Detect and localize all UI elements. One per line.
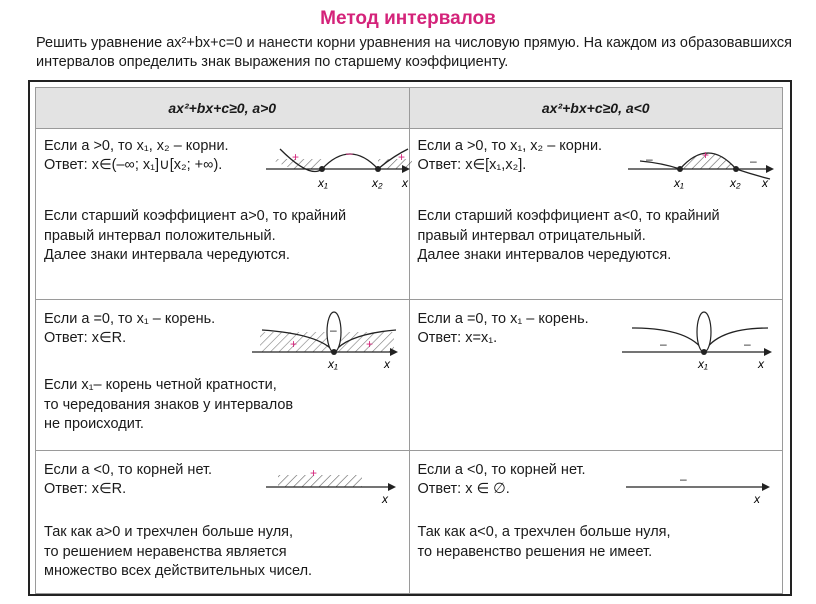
cell-line1: Если a <0, то корней нет.: [417, 462, 586, 478]
cell-body-line: то чередования знаков у интервалов: [44, 396, 294, 413]
root-label: x₁: [318, 176, 328, 190]
cell-body-line: правый интервал отрицательный.: [417, 227, 646, 244]
table-row: [36, 129, 783, 300]
parabola-up-diagram: [262, 141, 410, 191]
cell-line2: Ответ: x=x₁.: [417, 330, 498, 346]
cell-body-line: не происходит.: [44, 416, 144, 432]
root-label: x₁: [673, 176, 684, 190]
cell-line2: Ответ: x∈R.: [44, 330, 127, 346]
axis-label: x: [382, 492, 388, 506]
sign-left: +: [290, 337, 298, 351]
cell-no-roots-positive: [36, 451, 410, 594]
cell-two-roots-positive: [36, 129, 410, 300]
cell-body-line: Если старший коэффициент a>0, то крайний: [44, 208, 347, 224]
root-label: x₁: [697, 357, 708, 371]
sign-mid: –: [330, 323, 337, 337]
page-title: Метод интервалов: [320, 8, 496, 29]
sign-left: –: [645, 152, 653, 166]
method-table-frame: [28, 80, 792, 596]
cell-line1: Если a =0, то x₁ – корень.: [44, 311, 216, 327]
sign-left: +: [292, 150, 300, 164]
intro-text: Решить уравнение ax²+bx+c=0 и нанести корни уравнения на числовую прямую. На каждом из образовавшихся интервалов определить знак выражения по старшему коэффициенту.: [36, 35, 793, 70]
sign-right: –: [749, 154, 757, 168]
cell-one-root-positive: [36, 300, 410, 451]
cell-line1: Если a =0, то x₁ – корень.: [417, 311, 589, 327]
cell-line1: Если a >0, то x₁, x₂ – корни.: [417, 138, 603, 154]
cell-no-roots-negative: [409, 451, 783, 594]
axis-label: x: [757, 357, 764, 371]
parabola-down-diagram: [626, 141, 776, 191]
cell-body-line: то неравенство решения не имеет.: [417, 543, 653, 560]
sign-right: –: [743, 337, 751, 351]
cell-line2: Ответ: x∈R.: [44, 481, 127, 497]
cell-line1: Если a >0, то x₁, x₂ – корни.: [44, 138, 229, 154]
table-row: [36, 451, 783, 594]
sign-mid: –: [346, 146, 353, 160]
header-a-negative: ax²+bx+c≥0, a<0: [409, 88, 783, 129]
table-header-row: [36, 88, 783, 129]
table-row: [36, 300, 783, 451]
root-label: x₂: [372, 176, 383, 190]
axis-label: x: [753, 492, 760, 506]
sign: +: [310, 466, 318, 480]
axis-label: x: [384, 357, 390, 371]
sign-right: +: [398, 150, 406, 164]
cell-line1: Если a <0, то корней нет.: [44, 462, 213, 478]
cell-body-line: правый интервал положительный.: [44, 227, 276, 244]
cell-body-line: то решением неравенства является: [44, 543, 287, 560]
header-a-positive: ax²+bx+c≥0, a>0: [36, 88, 410, 129]
no-roots-negative-diagram: [624, 465, 774, 505]
cell-line2: Ответ: x∈(–∞; x₁]∪[x₂; +∞).: [44, 157, 223, 173]
parabola-touch-up-diagram: [250, 304, 400, 370]
sign-left: –: [659, 337, 667, 351]
cell-body-line: Так как a<0, а трехчлен больше нуля,: [417, 524, 671, 540]
cell-body-line: Если старший коэффициент a<0, то крайний: [417, 208, 720, 224]
root-label: x₂: [729, 176, 741, 190]
cell-body-line: множество всех действительных чисел.: [44, 563, 313, 579]
no-roots-positive-diagram: [264, 465, 400, 505]
cell-line2: Ответ: x ∈ ∅.: [417, 481, 510, 497]
cell-two-roots-negative: [409, 129, 783, 300]
parabola-touch-down-diagram: [620, 304, 776, 370]
axis-label: x: [402, 176, 408, 190]
root-label: x₁: [328, 357, 338, 371]
cell-line2: Ответ: x∈[x₁,x₂].: [417, 157, 527, 173]
sign-mid: +: [701, 148, 709, 162]
cell-body-line: Далее знаки интервала чередуются.: [44, 247, 290, 263]
method-table: [35, 87, 783, 594]
sign-right: +: [366, 337, 374, 351]
axis-label: x: [761, 176, 768, 190]
cell-body-line: Далее знаки интервалов чередуются.: [417, 247, 672, 263]
cell-one-root-negative: [409, 300, 783, 451]
cell-body-line: Если x₁– корень четной кратности,: [44, 377, 277, 393]
sign: –: [679, 472, 687, 486]
cell-body-line: Так как a>0 и трехчлен больше нуля,: [44, 524, 294, 540]
